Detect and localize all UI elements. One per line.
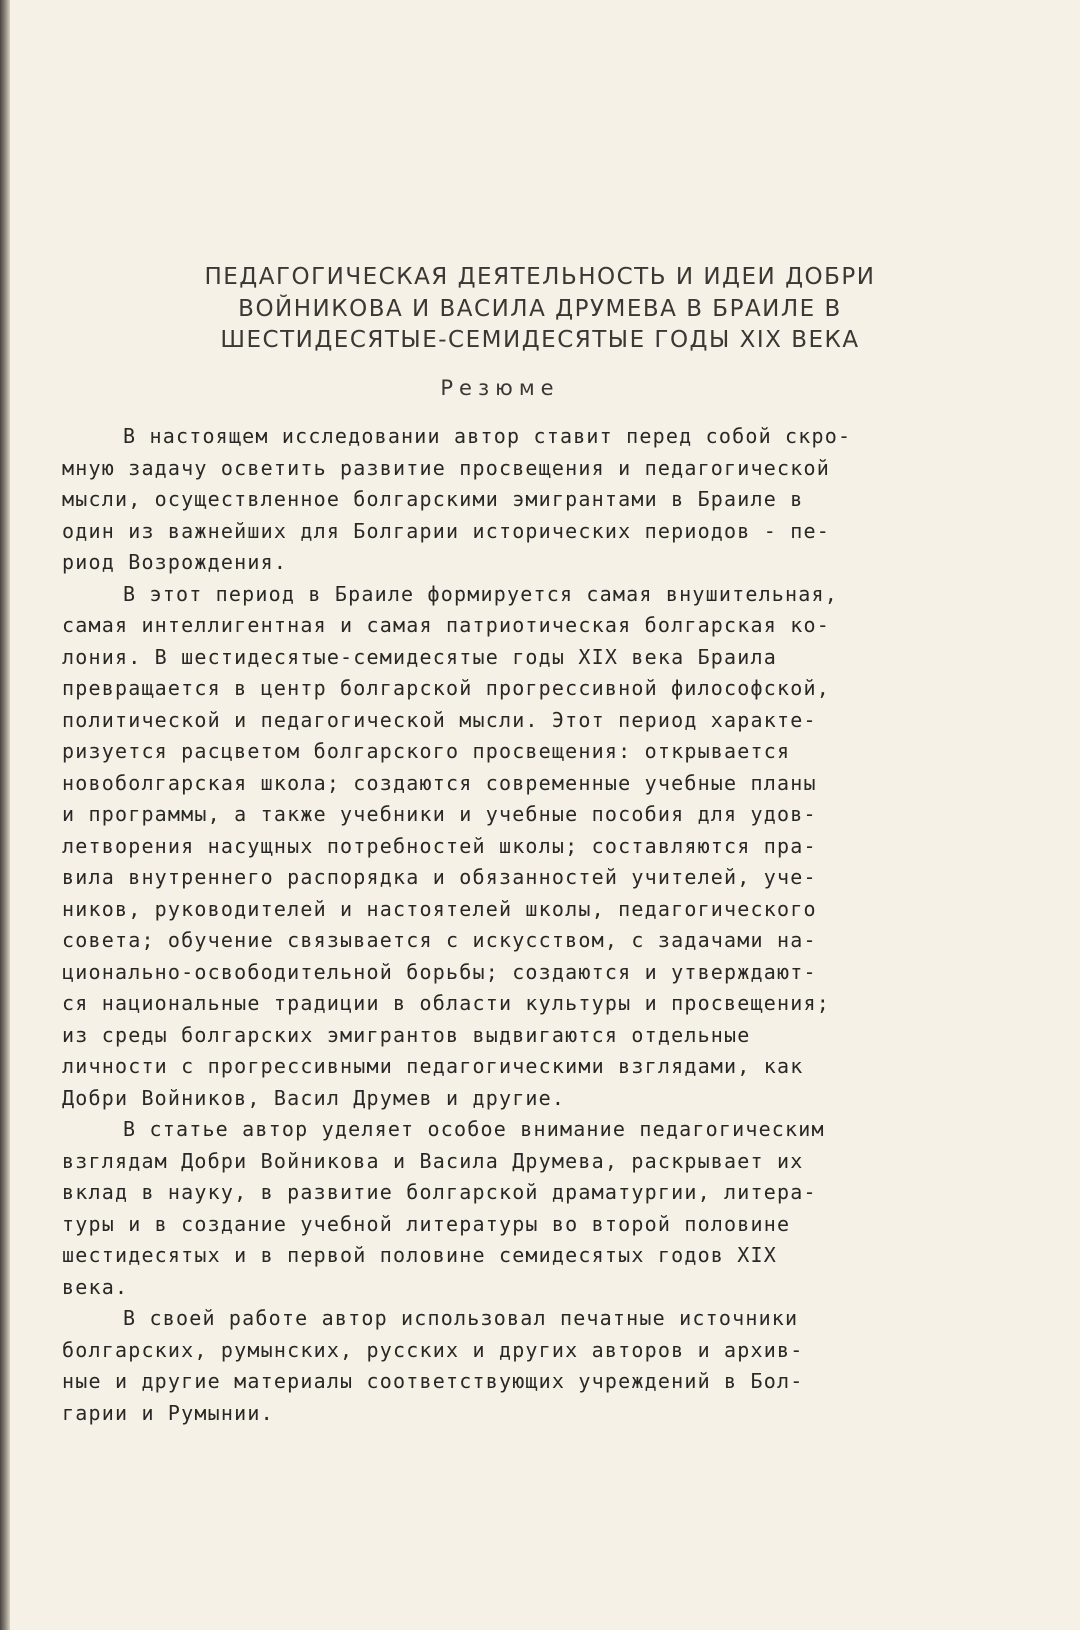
paragraph-line: и программы, а также учебники и учебные пособия для удов- xyxy=(62,802,817,826)
paragraph-line: Добри Войников, Васил Друмев и другие. xyxy=(62,1085,566,1110)
paragraph-line: ся национальные традиции в области культуры и просвещения; xyxy=(62,991,830,1015)
title-line: ПЕДАГОГИЧЕСКАЯ ДЕЯТЕЛЬНОСТЬ И ИДЕИ ДОБРИ xyxy=(204,264,876,290)
paragraph-line: вклад в науку, в развитие болгарской драматургии, литера- xyxy=(62,1180,817,1204)
paragraph-line: риод Возрождения. xyxy=(62,550,288,574)
paragraph-line: взглядам Добри Войникова и Васила Друмева, раскрывает их xyxy=(62,1148,804,1173)
paragraph-line: гарии и Румынии. xyxy=(62,1400,274,1425)
paragraph-line: ционально-освободительной борьбы; создаются и утверждают- xyxy=(62,959,817,984)
summary-heading: Резюме xyxy=(440,376,560,400)
paragraph-line: В статье автор уделяет особое внимание педагогическим xyxy=(123,1117,825,1141)
paragraph-line: из среды болгарских эмигрантов выдвигаются отдельные xyxy=(62,1022,751,1047)
paragraph-line: болгарских, румынских, русских и других авторов и архив- xyxy=(62,1337,804,1362)
paragraph-line: ные и другие материалы соответствующих учреждений в Бол- xyxy=(62,1369,804,1393)
paragraph-line: самая интеллигентная и самая патриотическая болгарская ко- xyxy=(62,613,830,637)
paragraph-line: совета; обучение связывается с искусством, с задачами на- xyxy=(62,928,817,952)
paragraph-line: вила внутреннего распорядка и обязанностей учителей, уче- xyxy=(62,865,817,889)
paragraph-line: личности с прогрессивными педагогическими взглядами, как xyxy=(62,1054,804,1078)
paragraph-line: мысли, осуществленное болгарскими эмигрантами в Браиле в xyxy=(62,487,804,511)
paragraph-line: В настоящем исследовании автор ставит перед собой скро- xyxy=(123,424,852,448)
paragraph-line: политической и педагогической мысли. Этот период характе- xyxy=(62,707,817,732)
paragraph-line: один из важнейших для Болгарии исторических периодов - пе- xyxy=(62,518,830,543)
title-line: ШЕСТИДЕСЯТЫЕ-СЕМИДЕСЯТЫЕ ГОДЫ XIX ВЕКА xyxy=(220,327,860,353)
summary-body xyxy=(62,421,942,1429)
paragraph-line: летворения насущных потребностей школы; составляются пра- xyxy=(62,833,817,858)
paragraph-line: ников, руководителей и настоятелей школы, педагогического xyxy=(62,896,817,921)
paragraph-line: туры и в создание учебной литературы во второй половине xyxy=(62,1211,791,1236)
paragraph-line: В этот период в Браиле формируется самая внушительная, xyxy=(123,581,839,606)
paragraph-line: новоболгарская школа; создаются современные учебные планы xyxy=(62,770,817,795)
paragraph-line: В своей работе автор использовал печатные источники xyxy=(123,1306,799,1330)
title-line: ВОЙНИКОВА И ВАСИЛА ДРУМЕВА В БРАИЛЕ В xyxy=(238,295,842,322)
paragraph-line: ризуется расцветом болгарского просвещения: открывается xyxy=(62,739,791,763)
paragraph-line: превращается в центр болгарской прогрессивной философской, xyxy=(62,676,830,700)
paragraph-line: века. xyxy=(62,1274,129,1299)
article-title xyxy=(100,262,980,357)
paragraph-line: мную задачу осветить развитие просвещения и педагогической xyxy=(62,455,830,480)
paragraph-line: шестидесятых и в первой половине семидесятых годов XIX xyxy=(62,1243,778,1267)
paragraph-line: лония. В шестидесятые-семидесятые годы XIX века Браила xyxy=(62,644,778,669)
